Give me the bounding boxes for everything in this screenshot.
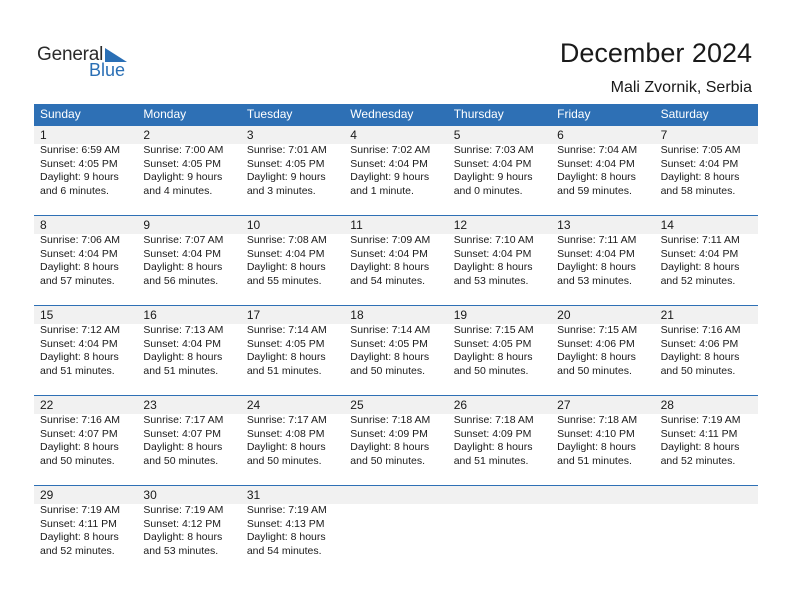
- weekday-header: [34, 104, 758, 125]
- day-number: 7: [660, 128, 668, 142]
- sunset-text: Sunset: 4:04 PM: [350, 157, 428, 170]
- sunset-text: Sunset: 4:04 PM: [557, 157, 635, 170]
- sunset-text: Sunset: 4:05 PM: [453, 337, 532, 350]
- sunrise-text: Sunrise: 7:05 AM: [660, 144, 741, 156]
- day-cell: [241, 305, 344, 395]
- daylight-text: Daylight: 8 hours: [557, 261, 636, 273]
- daylight-text: Daylight: 9 hours: [350, 171, 430, 183]
- weekday-label: Sunday: [40, 107, 81, 121]
- calendar-grid: [34, 104, 758, 575]
- sunrise-text: Sunrise: 7:11 AM: [660, 234, 740, 246]
- daylight-text: Daylight: 8 hours: [246, 531, 326, 543]
- day-cell: [551, 395, 654, 485]
- sunrise-text: Sunrise: 7:11 AM: [557, 234, 637, 246]
- daylight-minutes-text: and 50 minutes.: [143, 454, 219, 467]
- sunset-text: Sunset: 4:07 PM: [40, 427, 118, 440]
- daylight-text: Daylight: 8 hours: [246, 351, 326, 363]
- day-number: 25: [350, 398, 364, 412]
- sunrise-text: Sunrise: 7:09 AM: [350, 234, 431, 246]
- day-number: 27: [557, 398, 571, 412]
- sunset-text: Sunset: 4:05 PM: [246, 157, 325, 170]
- day-cell: [344, 215, 447, 305]
- daylight-text: Daylight: 9 hours: [143, 171, 223, 183]
- daylight-minutes-text: and 3 minutes.: [246, 184, 316, 197]
- day-number: 12: [453, 218, 468, 232]
- day-number: 14: [660, 218, 674, 232]
- sunrise-text: Sunrise: 7:00 AM: [143, 144, 224, 156]
- sunrise-text: Sunrise: 7:04 AM: [557, 144, 638, 156]
- day-cell: [448, 305, 551, 395]
- sunset-text: Sunset: 4:12 PM: [143, 517, 222, 530]
- sunset-text: Sunset: 4:04 PM: [40, 247, 118, 260]
- sunset-text: Sunset: 4:13 PM: [246, 517, 325, 530]
- day-cell: [137, 215, 240, 305]
- sunset-text: Sunset: 4:05 PM: [246, 337, 325, 350]
- daylight-minutes-text: and 51 minutes.: [246, 364, 322, 377]
- daylight-text: Daylight: 8 hours: [246, 441, 326, 453]
- calendar-week: [34, 125, 758, 215]
- sunrise-text: Sunrise: 7:19 AM: [40, 504, 120, 516]
- daylight-minutes-text: and 53 minutes.: [453, 274, 529, 287]
- logo-word-blue: Blue: [89, 60, 126, 80]
- daylight-minutes-text: and 50 minutes.: [350, 454, 425, 467]
- day-number: 6: [557, 128, 564, 142]
- sunrise-text: Sunrise: 7:15 AM: [453, 324, 534, 336]
- daylight-text: Daylight: 8 hours: [40, 441, 119, 453]
- daylight-text: Daylight: 8 hours: [660, 171, 740, 183]
- daylight-minutes-text: and 51 minutes.: [143, 364, 219, 377]
- daylight-minutes-text: and 4 minutes.: [143, 184, 213, 197]
- daylight-text: Daylight: 8 hours: [143, 441, 223, 453]
- daylight-minutes-text: and 52 minutes.: [660, 454, 736, 467]
- daylight-text: Daylight: 8 hours: [453, 261, 533, 273]
- day-number: 24: [246, 398, 261, 412]
- daylight-text: Daylight: 8 hours: [453, 351, 533, 363]
- sunset-text: Sunset: 4:04 PM: [453, 157, 532, 170]
- daylight-minutes-text: and 54 minutes.: [350, 274, 425, 287]
- sunrise-text: Sunrise: 7:19 AM: [246, 504, 327, 516]
- day-cell: [241, 215, 344, 305]
- day-cell: [551, 215, 654, 305]
- day-cell: [551, 125, 654, 215]
- daylight-text: Daylight: 8 hours: [143, 261, 223, 273]
- sunrise-text: Sunrise: 7:16 AM: [40, 414, 120, 426]
- sunset-text: Sunset: 4:04 PM: [660, 157, 739, 170]
- day-cell: [241, 395, 344, 485]
- sunrise-text: Sunrise: 7:14 AM: [350, 324, 431, 336]
- weekday-label: Wednesday: [350, 107, 414, 121]
- daylight-minutes-text: and 50 minutes.: [350, 364, 425, 377]
- daylight-text: Daylight: 8 hours: [557, 171, 636, 183]
- day-number: 8: [40, 218, 47, 232]
- day-number: 15: [40, 308, 54, 322]
- daylight-text: Daylight: 8 hours: [40, 261, 119, 273]
- daylight-minutes-text: and 1 minute.: [350, 184, 414, 197]
- daylight-minutes-text: and 51 minutes.: [453, 454, 529, 467]
- day-cell: [448, 215, 551, 305]
- week-days: [34, 305, 758, 395]
- daylight-text: Daylight: 8 hours: [660, 261, 740, 273]
- sunset-text: Sunset: 4:07 PM: [143, 427, 222, 440]
- day-cell: [344, 395, 447, 485]
- daylight-text: Daylight: 8 hours: [557, 441, 636, 453]
- day-cell: [34, 215, 137, 305]
- day-cell: [344, 305, 447, 395]
- sunrise-text: Sunrise: 7:13 AM: [143, 324, 224, 336]
- day-number: 19: [453, 308, 468, 322]
- day-number: 21: [660, 308, 674, 322]
- day-cell: [34, 485, 137, 575]
- sunrise-text: Sunrise: 7:18 AM: [557, 414, 638, 426]
- day-number: 28: [660, 398, 674, 412]
- day-cell: [137, 125, 240, 215]
- sunrise-text: Sunrise: 7:16 AM: [660, 324, 741, 336]
- daylight-text: Daylight: 8 hours: [40, 531, 119, 543]
- daylight-minutes-text: and 50 minutes.: [246, 454, 322, 467]
- sunrise-text: Sunrise: 7:12 AM: [40, 324, 120, 336]
- day-cell: [34, 395, 137, 485]
- sunrise-text: Sunrise: 7:17 AM: [143, 414, 224, 426]
- day-number: 9: [143, 218, 151, 232]
- sunset-text: Sunset: 4:04 PM: [40, 337, 118, 350]
- daylight-text: Daylight: 9 hours: [246, 171, 326, 183]
- sunset-text: Sunset: 4:05 PM: [40, 157, 118, 170]
- day-cell: [34, 305, 137, 395]
- day-number: 1: [40, 128, 47, 142]
- day-number: 16: [143, 308, 157, 322]
- daylight-text: Daylight: 9 hours: [40, 171, 119, 183]
- sunset-text: Sunset: 4:06 PM: [660, 337, 739, 350]
- location-label: Mali Zvornik, Serbia: [610, 79, 752, 96]
- sunset-text: Sunset: 4:09 PM: [453, 427, 532, 440]
- daylight-minutes-text: and 57 minutes.: [40, 274, 115, 287]
- daylight-text: Daylight: 8 hours: [143, 351, 223, 363]
- calendar-week: [34, 215, 758, 305]
- daylight-minutes-text: and 53 minutes.: [143, 544, 219, 557]
- sunrise-text: Sunrise: 7:06 AM: [40, 234, 120, 246]
- day-number: 30: [143, 488, 157, 502]
- sunrise-text: Sunrise: 7:19 AM: [143, 504, 224, 516]
- day-cell: [655, 125, 758, 215]
- weekday-label: Saturday: [660, 107, 709, 121]
- day-number: 18: [350, 308, 364, 322]
- day-cell: [551, 305, 654, 395]
- sunset-text: Sunset: 4:04 PM: [660, 247, 739, 260]
- daylight-minutes-text: and 6 minutes.: [40, 184, 109, 197]
- sunset-text: Sunset: 4:04 PM: [143, 337, 222, 350]
- daylight-text: Daylight: 8 hours: [557, 351, 636, 363]
- day-cell: [655, 305, 758, 395]
- sunrise-text: Sunrise: 7:18 AM: [350, 414, 431, 426]
- brand-logo: [37, 44, 137, 84]
- day-number: 4: [350, 128, 357, 142]
- calendar-week: [34, 305, 758, 395]
- sunset-text: Sunset: 4:04 PM: [350, 247, 428, 260]
- sunset-text: Sunset: 4:10 PM: [557, 427, 635, 440]
- daylight-minutes-text: and 51 minutes.: [40, 364, 115, 377]
- calendar-week: [34, 485, 758, 575]
- daylight-minutes-text: and 50 minutes.: [40, 454, 115, 467]
- daylight-text: Daylight: 8 hours: [453, 441, 533, 453]
- sunrise-text: Sunrise: 7:01 AM: [246, 144, 327, 156]
- logo-word-general: General: [37, 44, 104, 65]
- day-cell: [344, 125, 447, 215]
- page-title: December 2024: [559, 38, 752, 68]
- daylight-text: Daylight: 8 hours: [143, 531, 223, 543]
- sunrise-text: Sunrise: 7:03 AM: [453, 144, 534, 156]
- day-cell: [655, 215, 758, 305]
- daylight-minutes-text: and 53 minutes.: [557, 274, 632, 287]
- sunset-text: Sunset: 4:04 PM: [557, 247, 635, 260]
- sunrise-text: Sunrise: 7:08 AM: [246, 234, 327, 246]
- day-cell: [34, 125, 137, 215]
- day-number: 23: [143, 398, 157, 412]
- daylight-minutes-text: and 50 minutes.: [557, 364, 632, 377]
- daylight-text: Daylight: 8 hours: [660, 441, 740, 453]
- sunrise-text: Sunrise: 7:10 AM: [453, 234, 534, 246]
- day-number: 11: [350, 218, 363, 232]
- sunrise-text: Sunrise: 7:02 AM: [350, 144, 431, 156]
- weekday-label: Friday: [557, 107, 591, 121]
- day-number: 22: [40, 398, 54, 412]
- sunrise-text: Sunrise: 7:14 AM: [246, 324, 327, 336]
- sunset-text: Sunset: 4:04 PM: [143, 247, 222, 260]
- day-cell: [241, 125, 344, 215]
- daylight-minutes-text: and 58 minutes.: [660, 184, 736, 197]
- weekday-label: Tuesday: [246, 107, 293, 121]
- day-number: 2: [143, 128, 151, 142]
- daylight-text: Daylight: 8 hours: [350, 351, 430, 363]
- day-number: 26: [453, 398, 468, 412]
- sunset-text: Sunset: 4:05 PM: [350, 337, 428, 350]
- daylight-minutes-text: and 56 minutes.: [143, 274, 219, 287]
- day-cell: [655, 395, 758, 485]
- sunset-text: Sunset: 4:11 PM: [40, 517, 117, 530]
- sunset-text: Sunset: 4:06 PM: [557, 337, 635, 350]
- sunset-text: Sunset: 4:04 PM: [453, 247, 532, 260]
- daylight-minutes-text: and 52 minutes.: [40, 544, 115, 557]
- calendar-week: [34, 395, 758, 485]
- daylight-text: Daylight: 8 hours: [350, 441, 430, 453]
- sunset-text: Sunset: 4:04 PM: [246, 247, 325, 260]
- sunrise-text: Sunrise: 6:59 AM: [40, 144, 120, 156]
- daylight-minutes-text: and 50 minutes.: [660, 364, 736, 377]
- daylight-minutes-text: and 54 minutes.: [246, 544, 322, 557]
- week-days: [34, 125, 758, 215]
- sunset-text: Sunset: 4:08 PM: [246, 427, 325, 440]
- daylight-minutes-text: and 52 minutes.: [660, 274, 736, 287]
- day-number: 20: [557, 308, 571, 322]
- day-number: 10: [246, 218, 261, 232]
- day-cell: [448, 125, 551, 215]
- daylight-text: Daylight: 9 hours: [453, 171, 533, 183]
- daylight-text: Daylight: 8 hours: [40, 351, 119, 363]
- sunset-text: Sunset: 4:09 PM: [350, 427, 428, 440]
- week-days: [34, 395, 758, 485]
- sunrise-text: Sunrise: 7:17 AM: [246, 414, 327, 426]
- daylight-minutes-text: and 50 minutes.: [453, 364, 529, 377]
- day-cell: [241, 485, 344, 575]
- day-number: 5: [453, 128, 461, 142]
- daylight-text: Daylight: 8 hours: [660, 351, 740, 363]
- day-number: 31: [246, 488, 261, 502]
- day-number: 17: [246, 308, 261, 322]
- sunset-text: Sunset: 4:11 PM: [660, 427, 738, 440]
- sunrise-text: Sunrise: 7:18 AM: [453, 414, 534, 426]
- sunrise-text: Sunrise: 7:19 AM: [660, 414, 741, 426]
- sunrise-text: Sunrise: 7:07 AM: [143, 234, 224, 246]
- week-days: [34, 485, 758, 575]
- day-number: 29: [40, 488, 54, 502]
- weeks-container: [34, 125, 758, 575]
- sunrise-text: Sunrise: 7:15 AM: [557, 324, 638, 336]
- weekday-label: Monday: [143, 107, 187, 121]
- day-number: 13: [557, 218, 571, 232]
- day-number: 3: [246, 128, 254, 142]
- weekday-label: Thursday: [453, 107, 504, 121]
- day-cell: [137, 395, 240, 485]
- daylight-minutes-text: and 0 minutes.: [453, 184, 523, 197]
- daylight-text: Daylight: 8 hours: [350, 261, 430, 273]
- sunset-text: Sunset: 4:05 PM: [143, 157, 222, 170]
- day-cell: [137, 305, 240, 395]
- day-cell: [448, 395, 551, 485]
- daylight-text: Daylight: 8 hours: [246, 261, 326, 273]
- week-days: [34, 215, 758, 305]
- daylight-minutes-text: and 51 minutes.: [557, 454, 632, 467]
- day-cell: [137, 485, 240, 575]
- daylight-minutes-text: and 55 minutes.: [246, 274, 322, 287]
- daylight-minutes-text: and 59 minutes.: [557, 184, 632, 197]
